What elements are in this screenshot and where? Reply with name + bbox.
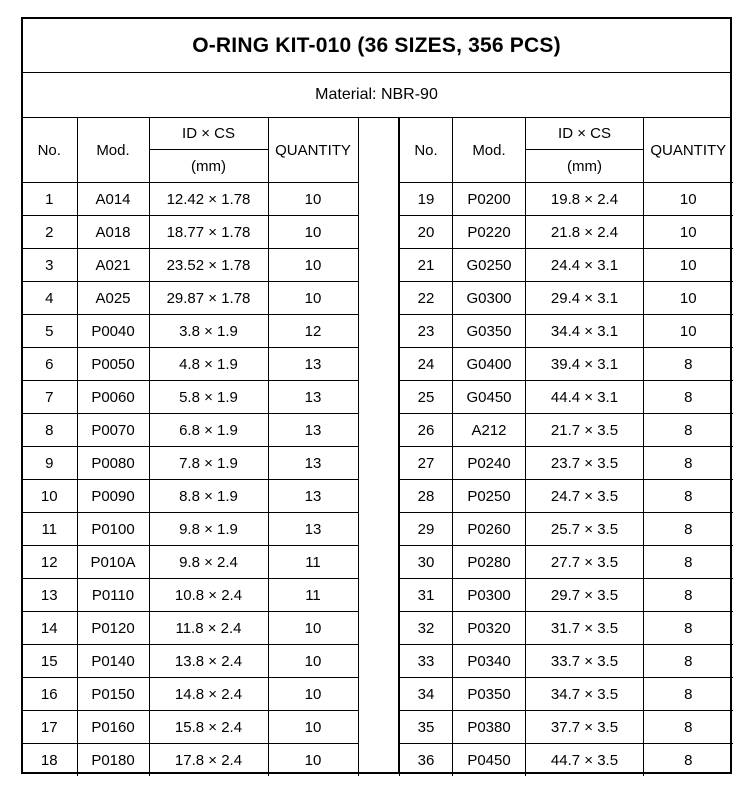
row-number: 11 <box>22 513 77 546</box>
row-number: 21 <box>400 249 453 282</box>
model-code: A025 <box>77 282 149 315</box>
table-row <box>22 678 358 711</box>
model-code: P0240 <box>453 447 526 480</box>
row-number: 20 <box>400 216 453 249</box>
model-code: P0100 <box>77 513 149 546</box>
quantity-value: 10 <box>268 678 358 711</box>
quantity-value: 10 <box>644 183 733 216</box>
model-code: P0200 <box>453 183 526 216</box>
table-row <box>400 546 733 579</box>
table-row <box>400 348 733 381</box>
model-code: P0320 <box>453 612 526 645</box>
row-number: 10 <box>22 480 77 513</box>
table-row <box>22 447 358 480</box>
quantity-value: 13 <box>268 447 358 480</box>
model-code: P0090 <box>77 480 149 513</box>
quantity-value: 13 <box>268 381 358 414</box>
quantity-value: 8 <box>644 711 733 744</box>
size-value: 8.8 × 1.9 <box>149 480 268 513</box>
size-value: 3.8 × 1.9 <box>149 315 268 348</box>
size-value: 19.8 × 2.4 <box>526 183 644 216</box>
model-code: G0250 <box>453 249 526 282</box>
quantity-value: 10 <box>268 612 358 645</box>
table-row <box>22 744 358 777</box>
row-number: 8 <box>22 414 77 447</box>
row-number: 12 <box>22 546 77 579</box>
left-table-body <box>22 183 358 777</box>
size-value: 29.7 × 3.5 <box>526 579 644 612</box>
size-value: 33.7 × 3.5 <box>526 645 644 678</box>
table-row <box>22 480 358 513</box>
row-number: 2 <box>22 216 77 249</box>
table-row <box>400 381 733 414</box>
header-no: No. <box>22 118 77 183</box>
row-number: 22 <box>400 282 453 315</box>
size-value: 23.52 × 1.78 <box>149 249 268 282</box>
row-number: 9 <box>22 447 77 480</box>
size-value: 37.7 × 3.5 <box>526 711 644 744</box>
row-number: 33 <box>400 645 453 678</box>
quantity-value: 13 <box>268 513 358 546</box>
table-row <box>400 447 733 480</box>
page-title: O-RING KIT-010 (36 SIZES, 356 PCS) <box>23 19 730 73</box>
size-value: 25.7 × 3.5 <box>526 513 644 546</box>
quantity-value: 8 <box>644 612 733 645</box>
quantity-value: 8 <box>644 579 733 612</box>
model-code: P0280 <box>453 546 526 579</box>
size-value: 21.8 × 2.4 <box>526 216 644 249</box>
size-tables <box>23 118 730 774</box>
header-no: No. <box>400 118 453 183</box>
quantity-value: 8 <box>644 447 733 480</box>
header-unit: (mm) <box>149 150 268 183</box>
row-number: 26 <box>400 414 453 447</box>
model-code: P0250 <box>453 480 526 513</box>
size-value: 6.8 × 1.9 <box>149 414 268 447</box>
right-table-body <box>400 183 733 777</box>
quantity-value: 10 <box>268 282 358 315</box>
row-number: 29 <box>400 513 453 546</box>
size-value: 18.77 × 1.78 <box>149 216 268 249</box>
table-row <box>22 645 358 678</box>
row-number: 19 <box>400 183 453 216</box>
material-label: Material: NBR-90 <box>23 73 730 118</box>
table-row <box>22 612 358 645</box>
table-row <box>22 579 358 612</box>
model-code: P0220 <box>453 216 526 249</box>
model-code: P0040 <box>77 315 149 348</box>
size-value: 44.7 × 3.5 <box>526 744 644 777</box>
table-row <box>400 711 733 744</box>
model-code: P0300 <box>453 579 526 612</box>
row-number: 28 <box>400 480 453 513</box>
model-code: P0260 <box>453 513 526 546</box>
model-code: P0160 <box>77 711 149 744</box>
row-number: 5 <box>22 315 77 348</box>
size-value: 4.8 × 1.9 <box>149 348 268 381</box>
model-code: P0180 <box>77 744 149 777</box>
table-row <box>22 513 358 546</box>
size-value: 44.4 × 3.1 <box>526 381 644 414</box>
quantity-value: 8 <box>644 414 733 447</box>
quantity-value: 8 <box>644 678 733 711</box>
quantity-value: 8 <box>644 546 733 579</box>
row-number: 7 <box>22 381 77 414</box>
table-row <box>22 315 358 348</box>
right-table-block <box>399 118 733 776</box>
model-code: G0300 <box>453 282 526 315</box>
left-table-block <box>22 118 359 776</box>
table-row <box>400 216 733 249</box>
model-code: P0350 <box>453 678 526 711</box>
quantity-value: 10 <box>268 645 358 678</box>
size-value: 39.4 × 3.1 <box>526 348 644 381</box>
row-number: 17 <box>22 711 77 744</box>
row-number: 13 <box>22 579 77 612</box>
row-number: 18 <box>22 744 77 777</box>
table-divider <box>358 118 399 774</box>
table-row <box>22 381 358 414</box>
row-number: 1 <box>22 183 77 216</box>
model-code: A212 <box>453 414 526 447</box>
table-row <box>22 249 358 282</box>
model-code: P0060 <box>77 381 149 414</box>
quantity-value: 8 <box>644 744 733 777</box>
table-row <box>400 249 733 282</box>
table-row <box>400 744 733 777</box>
header-quantity: QUANTITY <box>268 118 358 183</box>
row-number: 16 <box>22 678 77 711</box>
table-row <box>400 183 733 216</box>
quantity-value: 10 <box>644 315 733 348</box>
model-code: P0080 <box>77 447 149 480</box>
model-code: A021 <box>77 249 149 282</box>
size-value: 17.8 × 2.4 <box>149 744 268 777</box>
table-row <box>22 546 358 579</box>
quantity-value: 13 <box>268 414 358 447</box>
quantity-value: 11 <box>268 546 358 579</box>
row-number: 4 <box>22 282 77 315</box>
table-row <box>400 678 733 711</box>
row-number: 30 <box>400 546 453 579</box>
row-number: 32 <box>400 612 453 645</box>
table-row <box>400 414 733 447</box>
quantity-value: 11 <box>268 579 358 612</box>
quantity-value: 8 <box>644 348 733 381</box>
table-row <box>400 513 733 546</box>
quantity-value: 13 <box>268 480 358 513</box>
size-value: 11.8 × 2.4 <box>149 612 268 645</box>
quantity-value: 8 <box>644 645 733 678</box>
quantity-value: 10 <box>268 744 358 777</box>
size-value: 29.4 × 3.1 <box>526 282 644 315</box>
table-row <box>400 282 733 315</box>
table-row <box>22 216 358 249</box>
model-code: P0140 <box>77 645 149 678</box>
row-number: 6 <box>22 348 77 381</box>
row-number: 27 <box>400 447 453 480</box>
row-number: 14 <box>22 612 77 645</box>
quantity-value: 10 <box>644 282 733 315</box>
size-value: 27.7 × 3.5 <box>526 546 644 579</box>
table-row <box>22 414 358 447</box>
model-code: P0150 <box>77 678 149 711</box>
size-value: 34.7 × 3.5 <box>526 678 644 711</box>
model-code: P0380 <box>453 711 526 744</box>
model-code: G0350 <box>453 315 526 348</box>
model-code: P0110 <box>77 579 149 612</box>
header-size: ID × CS <box>526 118 644 150</box>
size-value: 13.8 × 2.4 <box>149 645 268 678</box>
quantity-value: 10 <box>268 711 358 744</box>
model-code: G0450 <box>453 381 526 414</box>
model-code: G0400 <box>453 348 526 381</box>
model-code: A014 <box>77 183 149 216</box>
size-value: 9.8 × 1.9 <box>149 513 268 546</box>
row-number: 15 <box>22 645 77 678</box>
size-table-right <box>399 118 733 776</box>
size-value: 12.42 × 1.78 <box>149 183 268 216</box>
header-unit: (mm) <box>526 150 644 183</box>
row-number: 3 <box>22 249 77 282</box>
model-code: P0070 <box>77 414 149 447</box>
table-row <box>400 579 733 612</box>
header-mod: Mod. <box>453 118 526 183</box>
quantity-value: 12 <box>268 315 358 348</box>
model-code: P010A <box>77 546 149 579</box>
quantity-value: 8 <box>644 381 733 414</box>
size-value: 29.87 × 1.78 <box>149 282 268 315</box>
model-code: P0050 <box>77 348 149 381</box>
table-row <box>22 183 358 216</box>
row-number: 24 <box>400 348 453 381</box>
row-number: 25 <box>400 381 453 414</box>
size-value: 34.4 × 3.1 <box>526 315 644 348</box>
quantity-value: 10 <box>268 183 358 216</box>
model-code: P0450 <box>453 744 526 777</box>
table-row <box>22 711 358 744</box>
size-value: 15.8 × 2.4 <box>149 711 268 744</box>
table-row <box>400 480 733 513</box>
quantity-value: 13 <box>268 348 358 381</box>
oring-kit-sheet <box>21 17 732 774</box>
table-row <box>22 282 358 315</box>
table-row <box>400 315 733 348</box>
header-size: ID × CS <box>149 118 268 150</box>
header-mod: Mod. <box>77 118 149 183</box>
row-number: 31 <box>400 579 453 612</box>
table-row <box>400 612 733 645</box>
size-value: 23.7 × 3.5 <box>526 447 644 480</box>
quantity-value: 10 <box>644 249 733 282</box>
size-value: 7.8 × 1.9 <box>149 447 268 480</box>
size-value: 31.7 × 3.5 <box>526 612 644 645</box>
quantity-value: 8 <box>644 480 733 513</box>
model-code: P0340 <box>453 645 526 678</box>
row-number: 35 <box>400 711 453 744</box>
row-number: 34 <box>400 678 453 711</box>
size-value: 10.8 × 2.4 <box>149 579 268 612</box>
size-value: 9.8 × 2.4 <box>149 546 268 579</box>
model-code: A018 <box>77 216 149 249</box>
table-row <box>400 645 733 678</box>
header-quantity: QUANTITY <box>644 118 733 183</box>
row-number: 23 <box>400 315 453 348</box>
size-value: 5.8 × 1.9 <box>149 381 268 414</box>
quantity-value: 10 <box>268 216 358 249</box>
quantity-value: 10 <box>268 249 358 282</box>
quantity-value: 8 <box>644 513 733 546</box>
table-row <box>22 348 358 381</box>
size-value: 24.7 × 3.5 <box>526 480 644 513</box>
size-value: 21.7 × 3.5 <box>526 414 644 447</box>
size-table-left <box>22 118 359 776</box>
quantity-value: 10 <box>644 216 733 249</box>
model-code: P0120 <box>77 612 149 645</box>
size-value: 24.4 × 3.1 <box>526 249 644 282</box>
size-value: 14.8 × 2.4 <box>149 678 268 711</box>
row-number: 36 <box>400 744 453 777</box>
